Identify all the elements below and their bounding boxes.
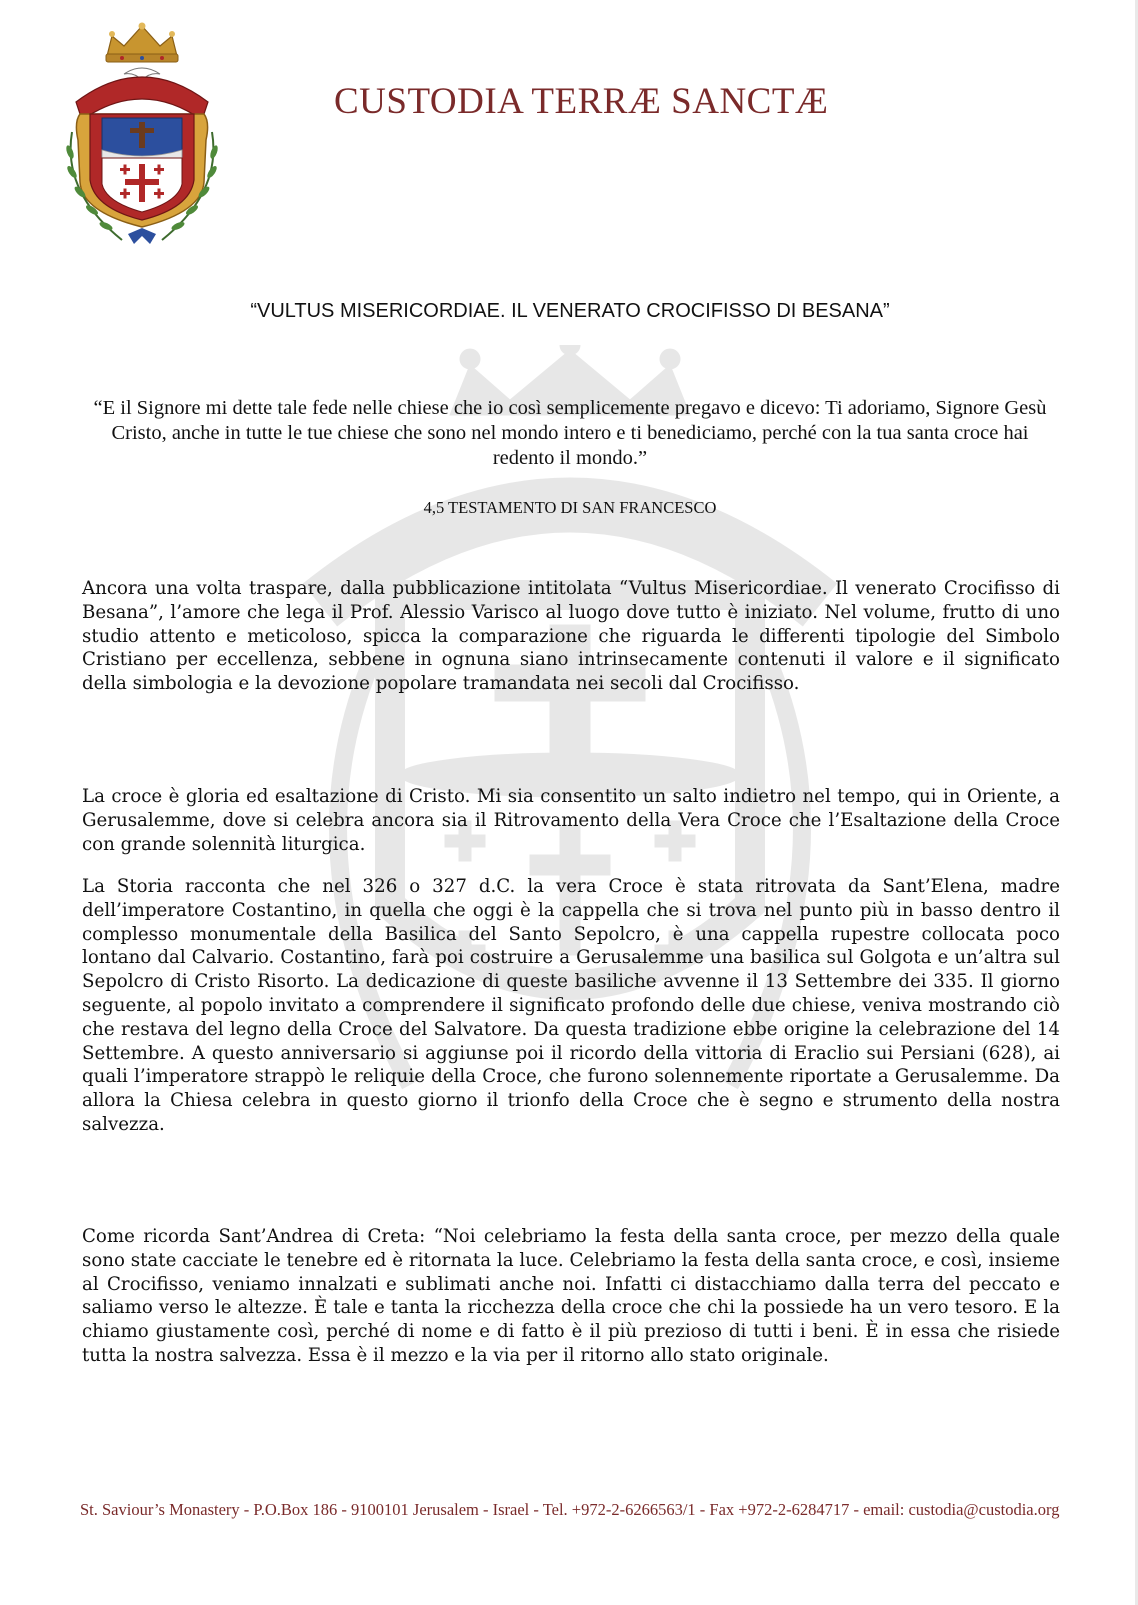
body-paragraph: La Storia racconta che nel 326 o 327 d.C. la vera Croce è stata ritrovata da Sant’Elena, madre dell’imperatore Costantino, in quella che oggi è la cappella che si trova nel punto più in basso dentro il complesso monumentale della Basilica del Santo Sepolcro, è una cappella rupestre collocata poco lontano dal Calvario. Costantino, farà poi costruire a Gerusalemme una basilica sul Golgota e un’altra sul Sepolcro di Cristo Risorto. La dedicazione di queste basiliche avvenne il 13 Settembre dei 335. Il giorno seguente, al popolo invitato a comprendere il significato profondo delle due chiese, veniva mostrando ciò che restava del legno della Croce del Salvatore. Da questa tradizione ebbe origine la celebrazione del 14 Settembre. A questo anniversario si aggiunse poi il ricordo della vittoria di Eraclio sui Persiani (628), ai quali l’imperatore strappò le reliquie della Croce, che furono solennemente riportate a Gerusalemme. Da allora la Chiesa celebra in questo giorno il trionfo della Croce che è segno e strumento della nostra salvezza.: [82, 876, 1060, 1135]
brand-title: CUSTODIA TERRÆ SANCTÆ: [334, 81, 829, 122]
epigraph-source: 4,5 TESTAMENTO DI SAN FRANCESCO: [423, 498, 717, 517]
document-title: “VULTUS MISERICORDIAE. IL VENERATO CROCIFISSO DI BESANA”: [250, 300, 890, 322]
body-paragraph: La croce è gloria ed esaltazione di Cristo. Mi sia consentito un salto indietro nel tempo, qui in Oriente, a Gerusalemme, dove si celebra ancora sia il Ritrovamento della Vera Croce che l’Esaltazione della Croce con grande solennità liturgica.: [82, 786, 1060, 855]
body-paragraph: Ancora una volta traspare, dalla pubblicazione intitolata “Vultus Misericordiae. Il venerato Crocifisso di Besana”, l’amore che lega il Prof. Alessio Varisco al luogo dove tutto è iniziato. Nel volume, frutto di uno studio attento e meticoloso, spicca la comparazione che riguarda le differenti tipologie del Simbolo Cristiano per eccellenza, sebbene in ognuna siano intrinsecamente contenuti il valore e il significato della simbologia e la devozione popolare tramandata nei secoli dal Crocifisso.: [82, 578, 1060, 695]
body-paragraph: Come ricorda Sant’Andrea di Creta: “Noi celebriamo la festa della santa croce, per mezzo della quale sono state cacciate le tenebre ed è ritornata la luce. Celebriamo la festa della santa croce, e così, insieme al Crocifisso, veniamo innalzati e sublimati anche noi. Infatti ci distacchiamo dalla terra del peccato e saliamo verso le altezze. È tale e tanta la ricchezza della croce che chi la possiede ha un vero tesoro. E la chiamo giustamente così, perché di nome e di fatto è il più prezioso di tutti i beni. È in essa che risiede tutta la nostra salvezza. Essa è il mezzo e la via per il ritorno allo stato originale.: [82, 1226, 1060, 1366]
custodia-crest-icon: [62, 22, 222, 248]
epigraph-quote: “E il Signore mi dette tale fede nelle chiese che io così semplicemente pregavo e dicevo: Ti adoriamo, Signore Gesù Cristo, anche in tutte le tue chiese che sono nel mondo intero e ti benediciamo, perché con la tua santa croce hai redento il mondo.”: [93, 397, 1047, 469]
footer-address: St. Saviour’s Monastery - P.O.Box 186 - 9100101 Jerusalem - Israel - Tel. +972-2-6266563/1 - Fax +972-2-6284717 - email: custodia@custodia.org: [80, 1500, 1060, 1519]
